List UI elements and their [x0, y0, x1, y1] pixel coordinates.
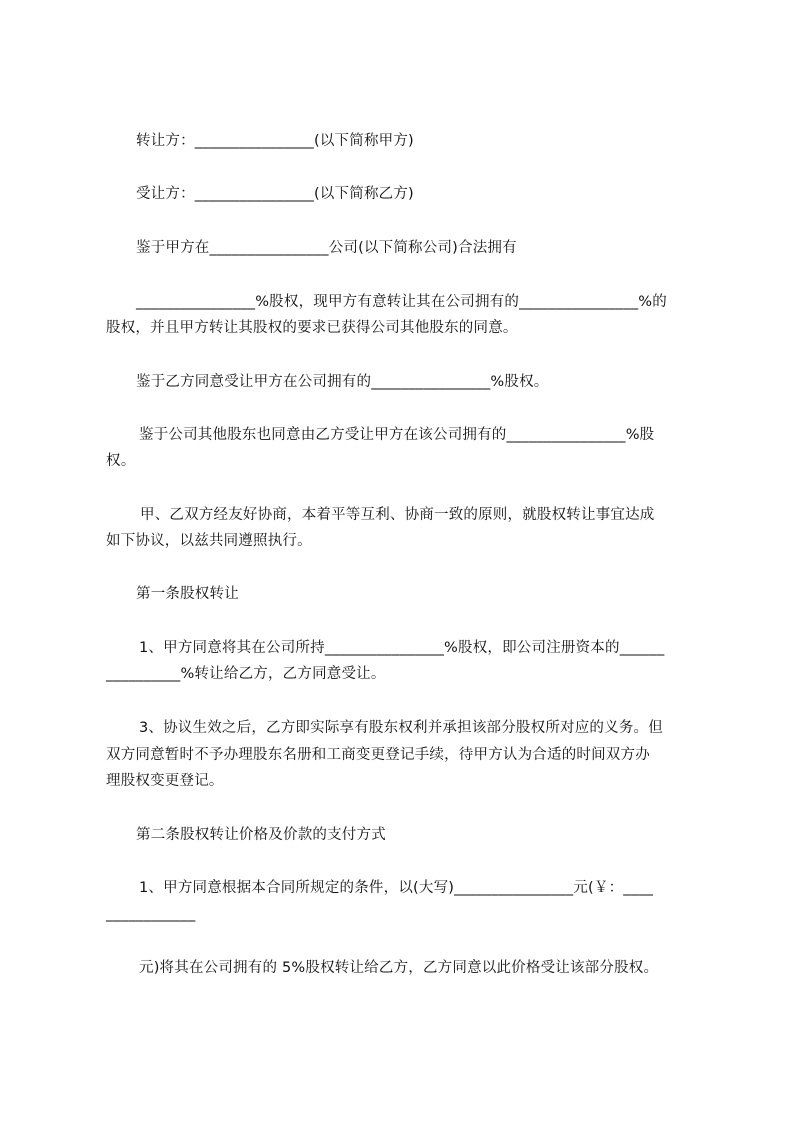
- article-one-clause-1-cont: __________%转让给乙方，乙方同意受让。: [106, 666, 386, 682]
- article-two-heading: 第二条股权转让价格及价款的支付方式: [136, 827, 386, 843]
- recital-equity-line: ________________%股权，现甲方有意转让其在公司拥有的________________%的: [136, 294, 667, 310]
- recital-other-shareholders-cont: 权。: [106, 453, 136, 469]
- transferee-line: 受让方：________________(以下简称乙方): [136, 186, 414, 202]
- article-one-clause-3: 3、协议生效之后，乙方即实际享有股东权利并承担该部分股权所对应的义务。但: [139, 720, 663, 736]
- negotiation-cont: 如下协议，以兹共同遵照执行。: [106, 533, 312, 549]
- recital-consent-line: 股权，并且甲方转让其股权的要求已获得公司其他股东的同意。: [106, 320, 518, 336]
- article-two-clause-1: 1、甲方同意根据本合同所规定的条件，以(大写)________________元(￥：____: [139, 880, 654, 896]
- article-one-clause-1: 1、甲方同意将其在公司所持________________%股权，即公司注册资本的______: [139, 640, 665, 656]
- recital-transferee-consent-line: 鉴于乙方同意受让甲方在公司拥有的________________%股权。: [136, 374, 549, 390]
- article-one-clause-3-cont: 双方同意暂时不予办理股东名册和工商变更登记手续，待甲方认为合适的时间双方办: [106, 747, 650, 763]
- article-two-clause-1-cont: 元)将其在公司拥有的 5%股权转让给乙方，乙方同意以此价格受让该部分股权。: [139, 960, 659, 976]
- article-one-heading: 第一条股权转让: [136, 586, 239, 602]
- transferor-line: 转让方：________________(以下简称甲方): [136, 133, 414, 149]
- recital-other-shareholders-line: 鉴于公司其他股东也同意由乙方受让甲方在该公司拥有的________________%股: [139, 427, 655, 443]
- article-one-clause-3-cont-2: 理股权变更登记。: [106, 773, 224, 789]
- negotiation-line: 甲、乙双方经友好协商，本着平等互利、协商一致的原则，就股权转让事宜达成: [140, 507, 655, 523]
- article-two-clause-1-blank: ____________: [106, 906, 196, 922]
- recital-company-line: 鉴于甲方在________________公司(以下简称公司)合法拥有: [136, 240, 517, 256]
